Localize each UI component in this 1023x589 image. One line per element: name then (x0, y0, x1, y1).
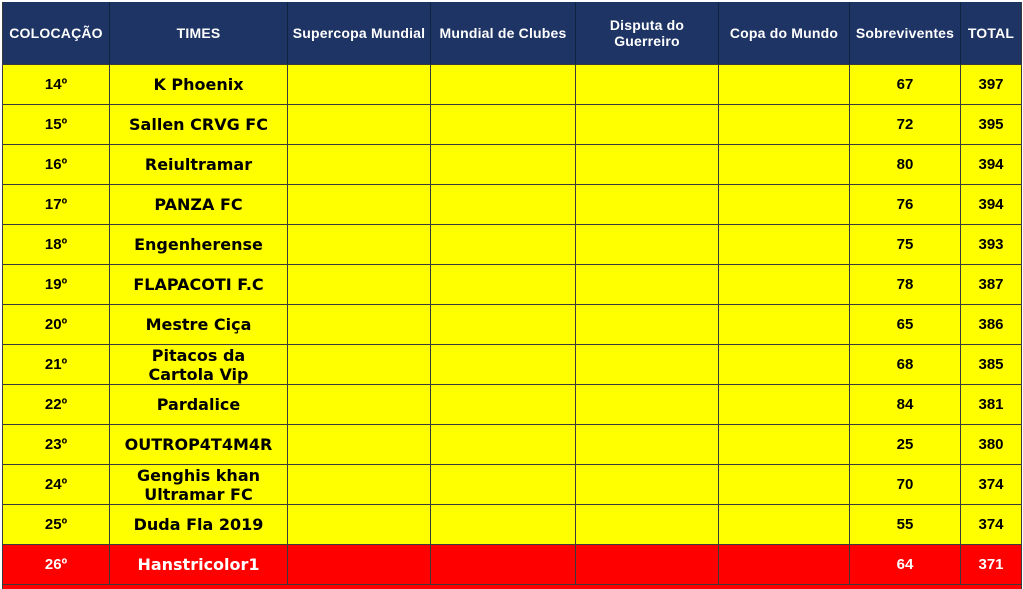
cell-supercopa (288, 305, 431, 345)
cell-total: 386 (961, 305, 1022, 345)
cell-total: 385 (961, 345, 1022, 385)
column-header-sobreviventes: Sobreviventes (850, 2, 961, 65)
cell-supercopa (288, 265, 431, 305)
cell-sobreviventes: 78 (850, 265, 961, 305)
cell-sobreviventes: 55 (850, 505, 961, 545)
cell-mundial (431, 265, 576, 305)
cell-supercopa (288, 345, 431, 385)
cell-sobreviventes: 67 (850, 65, 961, 105)
cell-colocacao: 17º (3, 185, 110, 225)
cell-total: 380 (961, 425, 1022, 465)
cell-disputa (576, 225, 719, 265)
table-row (3, 385, 1022, 425)
cell-supercopa (288, 65, 431, 105)
cell-disputa (576, 465, 719, 505)
cell-copa (719, 145, 850, 185)
cell-copa (719, 105, 850, 145)
cell-mundial (431, 65, 576, 105)
cell-sobreviventes: 65 (850, 305, 961, 345)
cell-colocacao: 14º (3, 65, 110, 105)
cell-disputa (576, 145, 719, 185)
cell-mundial (431, 545, 576, 585)
cell-times: Hanstricolor1 (110, 545, 288, 585)
cell-supercopa (288, 145, 431, 185)
cell-total: 395 (961, 105, 1022, 145)
cell-supercopa (288, 225, 431, 265)
cell-disputa (576, 545, 719, 585)
cell-copa (719, 225, 850, 265)
cell-mundial (431, 425, 576, 465)
cell-sobreviventes: 76 (850, 185, 961, 225)
cell-disputa (576, 185, 719, 225)
cell-sobreviventes: 75 (850, 225, 961, 265)
cell-colocacao: 22º (3, 385, 110, 425)
column-header-mundial: Mundial de Clubes (431, 2, 576, 65)
table-row (3, 265, 1022, 305)
cell-disputa (576, 305, 719, 345)
cell-total: 381 (961, 385, 1022, 425)
cell-mundial (431, 345, 576, 385)
cell-supercopa (288, 505, 431, 545)
cell-total: 394 (961, 145, 1022, 185)
table-row (3, 105, 1022, 145)
cell-supercopa (288, 465, 431, 505)
cell-copa (719, 505, 850, 545)
cell-mundial (431, 185, 576, 225)
cell-total: 393 (961, 225, 1022, 265)
cell-copa (719, 465, 850, 505)
cell-disputa (576, 65, 719, 105)
table-row (3, 305, 1022, 345)
cell-mundial (431, 505, 576, 545)
cell-colocacao: 19º (3, 265, 110, 305)
cell-colocacao: 15º (3, 105, 110, 145)
table-row (3, 65, 1022, 105)
cell-supercopa (288, 545, 431, 585)
cell-colocacao: 18º (3, 225, 110, 265)
column-header-disputa: Disputa do Guerreiro (576, 2, 719, 65)
cell-disputa (576, 385, 719, 425)
cell-mundial (431, 225, 576, 265)
table-header-row (3, 2, 1022, 65)
table-body (3, 65, 1022, 585)
cell-times: FLAPACOTI F.C (110, 265, 288, 305)
cell-copa (719, 65, 850, 105)
cell-colocacao: 16º (3, 145, 110, 185)
cell-times: OUTROP4T4M4R (110, 425, 288, 465)
cell-disputa (576, 345, 719, 385)
cell-mundial (431, 305, 576, 345)
table-row (3, 225, 1022, 265)
cell-copa (719, 425, 850, 465)
cell-times: Genghis khan Ultramar FC (110, 465, 288, 505)
cell-colocacao: 21º (3, 345, 110, 385)
table-row (3, 505, 1022, 545)
cell-colocacao: 26º (3, 545, 110, 585)
cell-times: Duda Fla 2019 (110, 505, 288, 545)
cell-sobreviventes: 64 (850, 545, 961, 585)
cell-supercopa (288, 105, 431, 145)
cell-disputa (576, 425, 719, 465)
cell-mundial (431, 145, 576, 185)
table-row (3, 465, 1022, 505)
column-header-colocacao: COLOCAÇÃO (3, 2, 110, 65)
cell-supercopa (288, 385, 431, 425)
cell-sobreviventes: 25 (850, 425, 961, 465)
cell-sobreviventes: 72 (850, 105, 961, 145)
cell-copa (719, 345, 850, 385)
cell-supercopa (288, 185, 431, 225)
cell-times: K Phoenix (110, 65, 288, 105)
cell-copa (719, 185, 850, 225)
cell-disputa (576, 105, 719, 145)
cell-copa (719, 545, 850, 585)
cell-total: 387 (961, 265, 1022, 305)
partial-next-row (3, 585, 1022, 589)
cell-times: PANZA FC (110, 185, 288, 225)
cell-sobreviventes: 84 (850, 385, 961, 425)
table-row (3, 345, 1022, 385)
column-header-copa: Copa do Mundo (719, 2, 850, 65)
cell-mundial (431, 385, 576, 425)
cell-total: 374 (961, 465, 1022, 505)
table-row (3, 425, 1022, 465)
column-header-times: TIMES (110, 2, 288, 65)
cell-colocacao: 20º (3, 305, 110, 345)
cell-times: Reiultramar (110, 145, 288, 185)
cell-total: 374 (961, 505, 1022, 545)
cell-colocacao: 25º (3, 505, 110, 545)
cell-colocacao: 24º (3, 465, 110, 505)
cell-supercopa (288, 425, 431, 465)
cell-times: Pardalice (110, 385, 288, 425)
cell-disputa (576, 505, 719, 545)
cell-sobreviventes: 68 (850, 345, 961, 385)
cell-mundial (431, 105, 576, 145)
ranking-table (2, 2, 1022, 589)
column-header-supercopa: Supercopa Mundial (288, 2, 431, 65)
cell-mundial (431, 465, 576, 505)
cell-sobreviventes: 80 (850, 145, 961, 185)
cell-times: Mestre Ciça (110, 305, 288, 345)
table-row (3, 545, 1022, 585)
cell-times: Sallen CRVG FC (110, 105, 288, 145)
cell-total: 397 (961, 65, 1022, 105)
table-row (3, 185, 1022, 225)
cell-total: 371 (961, 545, 1022, 585)
cell-sobreviventes: 70 (850, 465, 961, 505)
cell-total: 394 (961, 185, 1022, 225)
cell-times: Engenherense (110, 225, 288, 265)
cell-times: Pitacos da Cartola Vip (110, 345, 288, 385)
cell-colocacao: 23º (3, 425, 110, 465)
table-row (3, 145, 1022, 185)
column-header-total: TOTAL (961, 2, 1022, 65)
cell-copa (719, 305, 850, 345)
cell-copa (719, 385, 850, 425)
cell-disputa (576, 265, 719, 305)
cell-copa (719, 265, 850, 305)
